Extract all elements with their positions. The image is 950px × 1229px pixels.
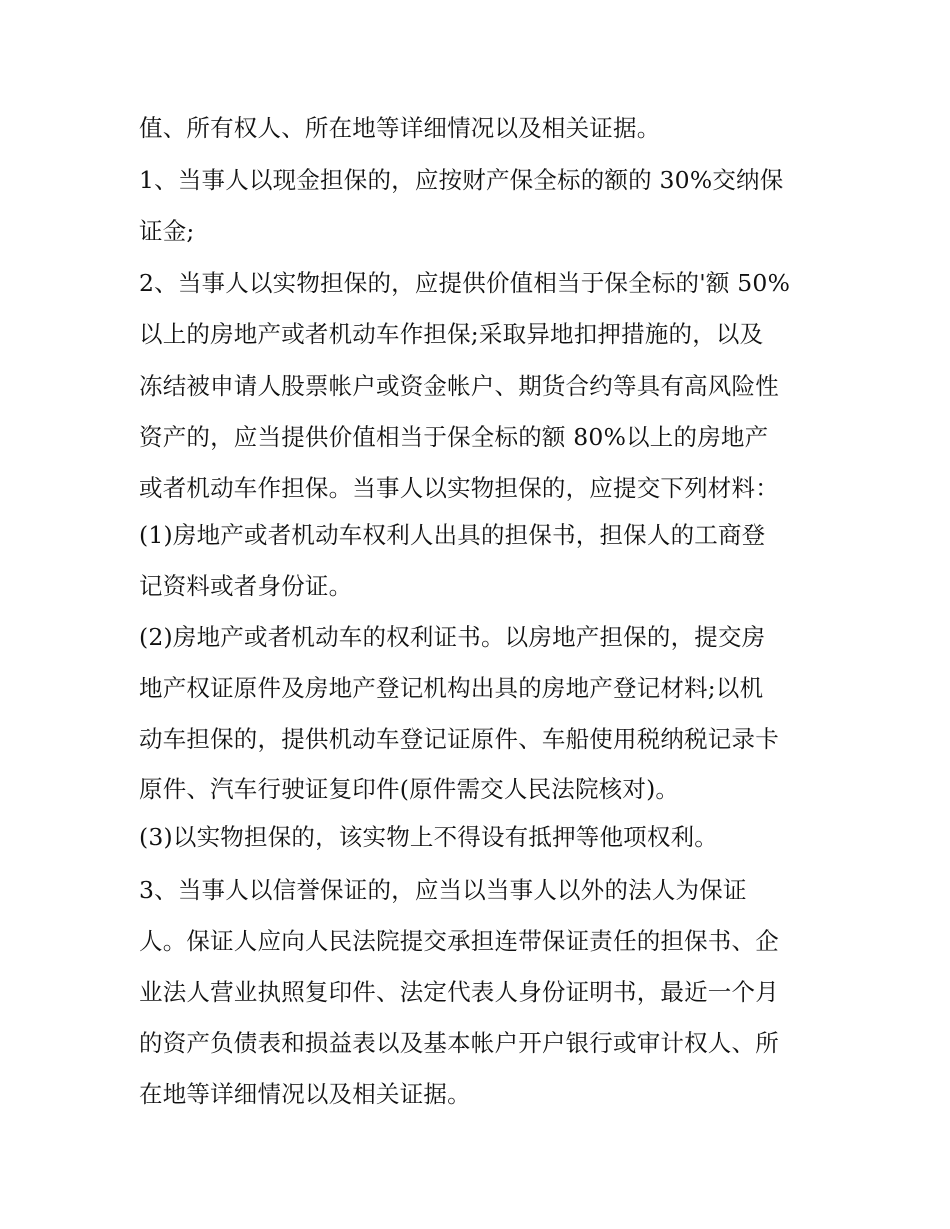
text-line: (1)房地产或者机动车权利人出具的担保书，担保人的工商登	[139, 521, 766, 549]
text-line: 3、当事人以信誉保证的，应当以当事人以外的法人为保证	[139, 876, 747, 904]
text-line: 人。保证人应向人民法院提交承担连带保证责任的担保书、企	[139, 927, 779, 955]
text-line: 记资料或者身份证。	[139, 572, 353, 600]
text-line: (3)以实物担保的，该实物上不得设有抵押等他项权利。	[139, 823, 718, 851]
text-line: 业法人营业执照复印件、法定代表人身份证明书，最近一个月	[139, 978, 779, 1006]
text-line: (2)房地产或者机动车的权利证书。以房地产担保的，提交房	[139, 623, 766, 651]
text-line: 在地等详细情况以及相关证据。	[139, 1080, 471, 1108]
text-line: 值、所有权人、所在地等详细情况以及相关证据。	[139, 114, 661, 142]
text-line: 2、当事人以实物担保的，应提供价值相当于保全标的'额 50%	[139, 269, 791, 297]
text-line: 动车担保的，提供机动车登记证原件、车船使用税纳税记录卡	[139, 725, 779, 753]
text-line: 以上的房地产或者机动车作担保;采取异地扣押措施的，以及	[139, 320, 764, 348]
text-line: 1、当事人以现金担保的，应按财产保全标的额的 30%交纳保	[139, 166, 784, 194]
text-line: 的资产负债表和损益表以及基本帐户开户银行或审计权人、所	[139, 1029, 779, 1057]
text-line: 资产的，应当提供价值相当于保全标的额 80%以上的房地产	[139, 423, 769, 451]
text-line: 地产权证原件及房地产登记机构出具的房地产登记材料;以机	[139, 674, 764, 702]
text-line: 或者机动车作担保。当事人以实物担保的，应提交下列材料：	[139, 474, 779, 502]
text-line: 证金;	[139, 217, 195, 245]
text-line: 冻结被申请人股票帐户或资金帐户、期货合约等具有高风险性	[139, 372, 779, 400]
text-line: 原件、汽车行驶证复印件(原件需交人民法院核对)。	[139, 775, 680, 803]
